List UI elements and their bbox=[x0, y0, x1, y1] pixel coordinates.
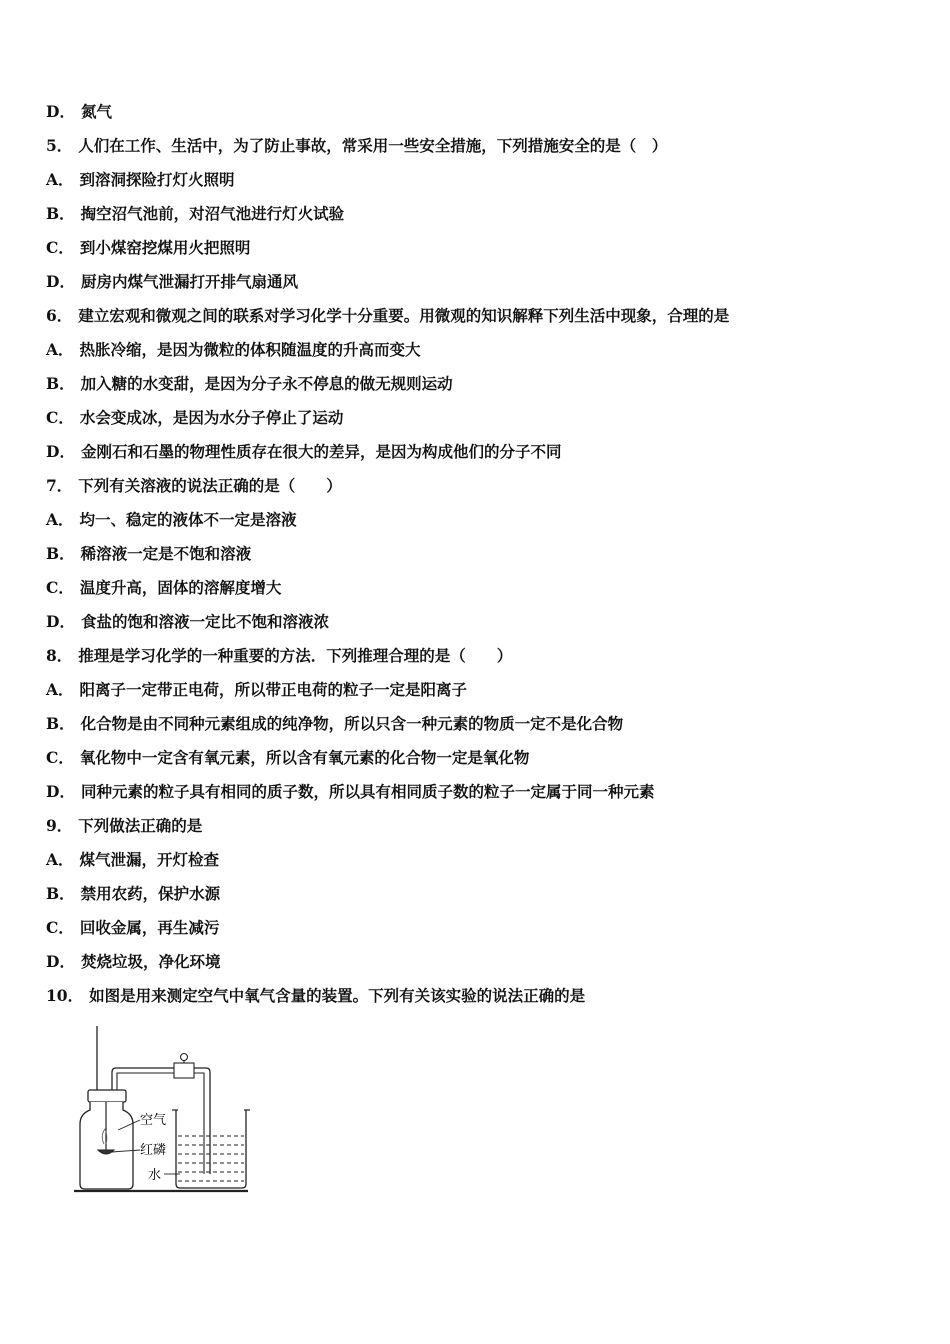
label-water: 水 bbox=[148, 1168, 162, 1183]
option-b: B． 加入糖的水变甜，是因为分子永不停息的做无规则运动 bbox=[46, 374, 453, 393]
option-a: A． 热胀冷缩，是因为微粒的体积随温度的升高而变大 bbox=[46, 340, 421, 359]
beaker bbox=[176, 1110, 246, 1188]
label-air: 空气 bbox=[140, 1113, 167, 1128]
option-c: C． 到小煤窑挖煤用火把照明 bbox=[46, 238, 251, 257]
option-b: B． 化合物是由不同种元素组成的纯净物，所以只含一种元素的物质一定不是化合物 bbox=[46, 714, 624, 733]
option-a: A． 阳离子一定带正电荷，所以带正电荷的粒子一定是阳离子 bbox=[46, 680, 468, 699]
option-a: A． 均一、稳定的液体不一定是溶液 bbox=[46, 510, 297, 529]
clamp bbox=[174, 1063, 194, 1078]
option-b: B． 掏空沼气池前，对沼气池进行灯火试验 bbox=[46, 204, 345, 223]
option-b: B． 禁用农药，保护水源 bbox=[46, 884, 221, 903]
text-line: D． 氮气 bbox=[46, 102, 112, 121]
water-level bbox=[178, 1136, 244, 1181]
option-d: D． 金刚石和石墨的物理性质存在很大的差异，是因为构成他们的分子不同 bbox=[46, 442, 562, 461]
question-stem: 9． 下列做法正确的是 bbox=[46, 816, 203, 835]
option-b: B． 稀溶液一定是不饱和溶液 bbox=[46, 544, 252, 563]
apparatus-figure bbox=[70, 1024, 260, 1199]
option-a: A． 到溶洞探险打灯火照明 bbox=[46, 170, 235, 189]
option-c: C． 温度升高，固体的溶解度增大 bbox=[46, 578, 282, 597]
option-c: C． 水会变成冰，是因为水分子停止了运动 bbox=[46, 408, 344, 427]
question-stem: 6． 建立宏观和微观之间的联系对学习化学十分重要。用微观的知识解释下列生活中现象，合理的是 bbox=[46, 306, 730, 325]
option-a: A． 煤气泄漏，开灯检查 bbox=[46, 850, 220, 869]
option-d: D． 焚烧垃圾，净化环境 bbox=[46, 952, 221, 971]
question-stem: 10． 如图是用来测定空气中氧气含量的装置。下列有关该实验的说法正确的是 bbox=[46, 986, 586, 1005]
option-c: C． 回收金属，再生减污 bbox=[46, 918, 220, 937]
stopper bbox=[88, 1090, 126, 1102]
question-text bbox=[46, 98, 906, 1016]
option-d: D． 食盐的饱和溶液一定比不饱和溶液浓 bbox=[46, 612, 329, 631]
label-red-phosphorus: 红磷 bbox=[140, 1143, 167, 1158]
question-stem: 5． 人们在工作、生活中，为了防止事故，常采用一些安全措施，下列措施安全的是（ ） bbox=[46, 136, 668, 155]
option-d: D． 同种元素的粒子具有相同的质子数，所以具有相同质子数的粒子一定属于同一种元素 bbox=[46, 782, 655, 801]
option-c: C． 氧化物中一定含有氧元素，所以含有氧元素的化合物一定是氧化物 bbox=[46, 748, 530, 767]
question-stem: 8． 推理是学习化学的一种重要的方法．下列推理合理的是（ ） bbox=[46, 646, 513, 665]
oxygen-measurement-apparatus bbox=[70, 1024, 260, 1199]
question-stem: 7． 下列有关溶液的说法正确的是（ ） bbox=[46, 476, 342, 495]
option-d: D． 厨房内煤气泄漏打开排气扇通风 bbox=[46, 272, 298, 291]
